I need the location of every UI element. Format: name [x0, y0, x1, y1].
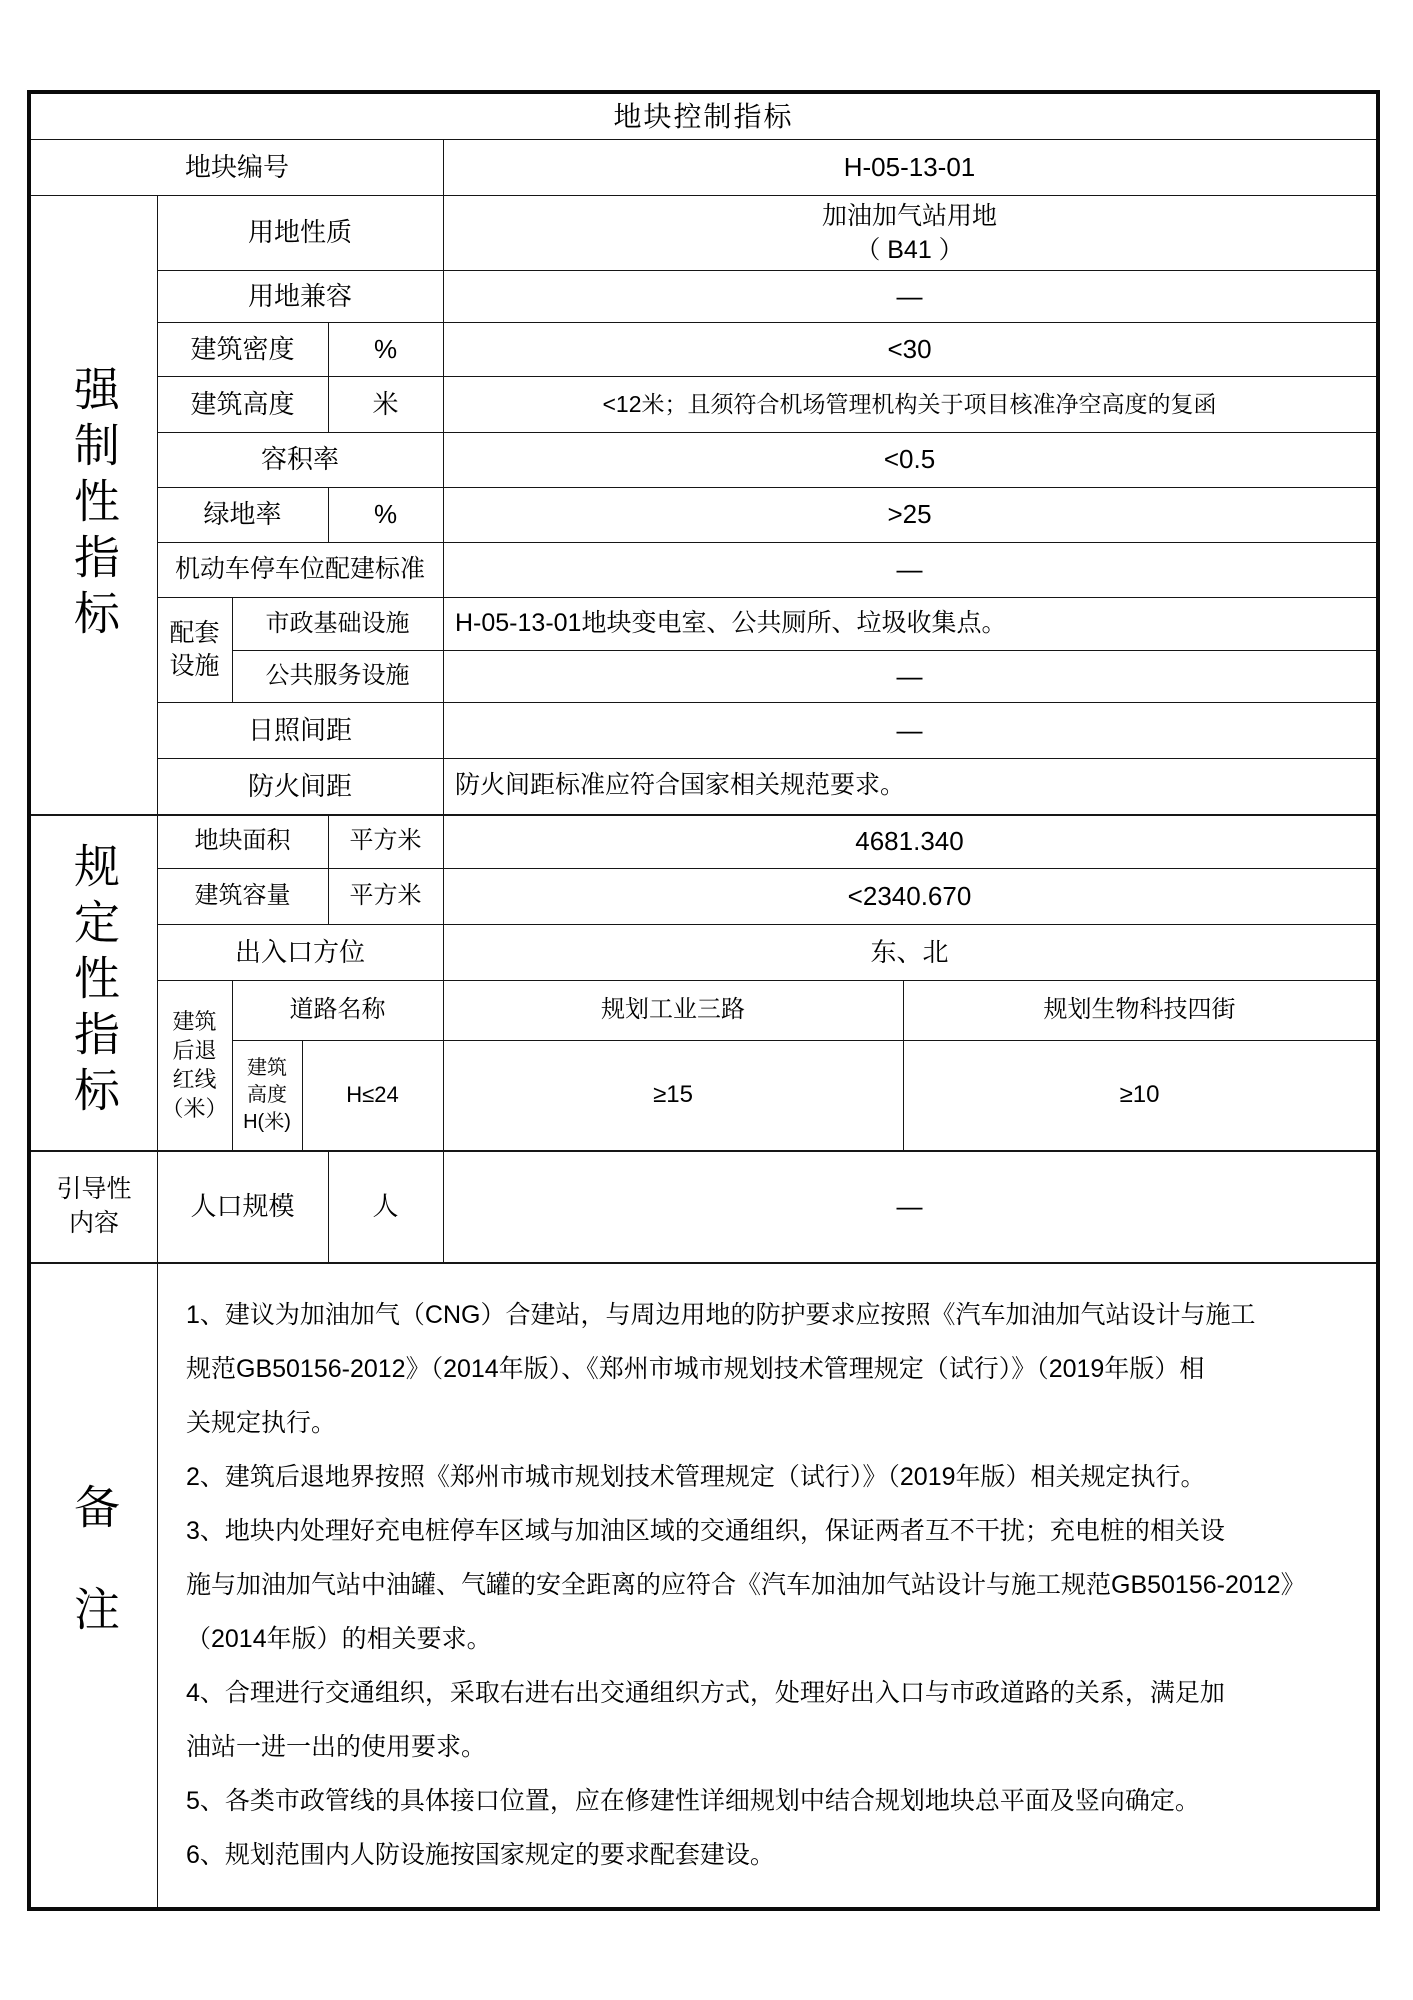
remarks-line: 3、地块内处理好充电桩停车区域与加油区域的交通组织，保证两者互不干扰；充电桩的相关设 [186, 1517, 1225, 1545]
remarks-body [157, 1262, 1376, 1907]
road-name-value-2: 规划生物科技四街 [1043, 996, 1236, 1023]
remarks-line: 施与加油加气站中油罐、气罐的安全距离的应符合《汽车加油加气站设计与施工规范GB50156-2012》 [186, 1571, 1306, 1599]
support-group-line2: 设施 [169, 651, 220, 680]
category-guiding-line1: 引导性 [56, 1175, 132, 1203]
setback-value-1: ≥15 [653, 1081, 693, 1108]
municipal-label: 市政基础设施 [265, 609, 410, 637]
setback-group-line2: 后退 [172, 1038, 217, 1063]
support-facilities-group [157, 597, 232, 702]
setback-value-2: ≥10 [1119, 1081, 1160, 1108]
building-capacity-unit: 平方米 [349, 882, 422, 909]
setback-height-condition: H≤24 [346, 1082, 399, 1108]
public-service-value: — [896, 660, 923, 691]
setback-group-line4: （米） [161, 1096, 228, 1121]
building-height-value: <12米；且须符合机场管理机构关于项目核准净空高度的复函 [602, 390, 1217, 417]
building-capacity-label: 建筑容量 [194, 882, 291, 909]
remarks-line: 5、各类市政管线的具体接口位置，应在修建性详细规划中结合规划地块总平面及竖向确定。 [186, 1787, 1200, 1815]
population-unit: 人 [372, 1190, 399, 1221]
remarks-line: 2、建筑后退地界按照《郑州市城市规划技术管理规定（试行）》（2019年版）相关规定执行。 [186, 1463, 1206, 1491]
land-compat-label: 用地兼容 [247, 280, 352, 311]
remarks-line: 关规定执行。 [186, 1409, 337, 1437]
parking-value: — [896, 554, 923, 585]
category-prescriptive-label: 规定性指标 [68, 842, 120, 1122]
support-group-line1: 配套 [169, 618, 220, 647]
remarks-line: 规范GB50156-2012》（2014年版）、《郑州市城市规划技术管理规定（试行）》（2019年版）相 [186, 1355, 1205, 1383]
road-name-value-1: 规划工业三路 [601, 996, 745, 1023]
category-mandatory [31, 195, 157, 814]
building-height-label: 建筑高度 [190, 388, 295, 419]
building-height-unit: 米 [372, 388, 399, 419]
setback-group-line3: 红线 [172, 1067, 217, 1092]
plot-area-label: 地块面积 [194, 827, 291, 854]
remarks-line: 油站一进一出的使用要求。 [186, 1733, 487, 1761]
land-use-value [443, 195, 1376, 270]
green-rate-value: >25 [887, 499, 932, 530]
setback-group [157, 980, 232, 1150]
land-use-label: 用地性质 [247, 217, 352, 248]
population-label: 人口规模 [190, 1190, 295, 1221]
plot-number-label: 地块编号 [184, 151, 289, 182]
category-mandatory-label: 强制性指标 [68, 364, 120, 645]
remarks-line: 6、规划范围内人防设施按国家规定的要求配套建设。 [186, 1841, 775, 1869]
land-use-value-line2: （ B41 ） [855, 235, 964, 264]
remarks-line: 1、建议为加油加气（CNG）合建站，与周边用地的防护要求应按照《汽车加油加气站设计与施工 [186, 1301, 1256, 1329]
category-guiding-line2: 内容 [68, 1209, 119, 1237]
building-capacity-value: <2340.670 [847, 880, 972, 911]
municipal-value: H-05-13-01地块变电室、公共厕所、垃圾收集点。 [455, 608, 1007, 637]
category-prescriptive [31, 814, 157, 1150]
green-rate-unit: % [373, 499, 398, 530]
plot-area-value: 4681.340 [855, 825, 964, 856]
sunlight-value: — [896, 714, 923, 745]
setback-height-line1: 建筑 [247, 1056, 287, 1079]
remarks-line: 4、合理进行交通组织，采取右进右出交通组织方式，处理好出入口与市政道路的关系，满足加 [186, 1679, 1225, 1707]
plot-number-value: H-05-13-01 [843, 151, 976, 182]
road-name-label: 道路名称 [289, 996, 386, 1023]
setback-group-line1: 建筑 [172, 1009, 217, 1034]
public-service-label: 公共服务设施 [265, 662, 410, 689]
plot-control-table [27, 90, 1380, 1911]
category-remarks [31, 1262, 157, 1907]
sunlight-label: 日照间距 [247, 714, 352, 745]
building-density-unit: % [373, 333, 398, 364]
category-remarks-label: 备注 [68, 1482, 120, 1687]
entrance-label: 出入口方位 [234, 936, 365, 967]
plot-area-unit: 平方米 [349, 827, 422, 854]
category-guiding [31, 1150, 157, 1262]
entrance-value: 东、北 [870, 936, 949, 967]
far-value: <0.5 [883, 444, 936, 475]
building-density-value: <30 [887, 333, 932, 364]
setback-height-line3: H(米) [243, 1110, 291, 1133]
far-label: 容积率 [260, 444, 339, 475]
table-title: 地块控制指标 [613, 101, 794, 132]
remarks-line: （2014年版）的相关要求。 [186, 1625, 492, 1653]
land-use-value-line1: 加油加气站用地 [821, 201, 997, 230]
setback-height-group [232, 1040, 302, 1150]
fire-spacing-label: 防火间距 [247, 770, 352, 801]
building-density-label: 建筑密度 [190, 333, 295, 364]
setback-height-line2: 高度 [247, 1083, 287, 1106]
fire-spacing-value: 防火间距标准应符合国家相关规范要求。 [455, 771, 906, 800]
green-rate-label: 绿地率 [203, 499, 282, 530]
land-compat-value: — [896, 280, 923, 311]
parking-label: 机动车停车位配建标准 [174, 554, 425, 583]
population-value: — [896, 1190, 923, 1221]
